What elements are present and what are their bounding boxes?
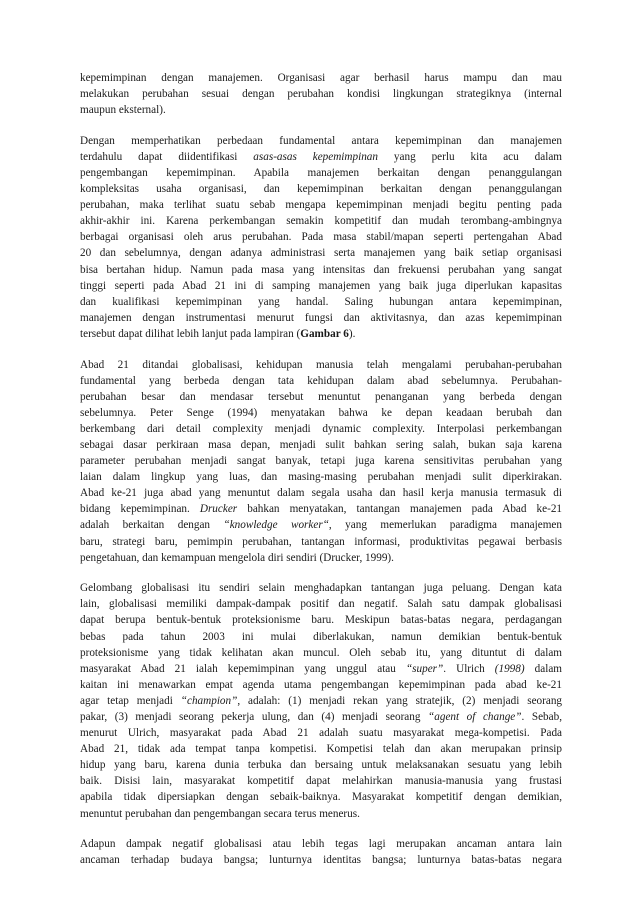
text-segment: bisa bertahan hidup. Namun pada masa yang intensitas dan frekuensi perubahan yang sangat xyxy=(80,263,562,276)
text-segment: adalah berkaitan dengan xyxy=(80,519,224,532)
text-line xyxy=(80,421,562,437)
text-segment: fundamental yang berbeda dengan tata kehidupan dalam abad sebelumnya. Perubahan- xyxy=(80,374,562,387)
text-line xyxy=(80,757,562,773)
text-segment: pengembangan kepemimpinan. Apabila manajemen berkaitan dengan penanggulangan xyxy=(80,166,562,179)
text-line xyxy=(80,229,562,245)
text-line xyxy=(80,806,562,822)
text-segment: laian dalam lingkup yang luas, dan masing-masing perubahan menjadi sulit diperkirakan. xyxy=(80,471,562,484)
text-line xyxy=(80,741,562,757)
text-line xyxy=(80,629,562,645)
paragraph xyxy=(80,357,562,566)
text-segment: proteksionisme yang tidak kelihatan akan muncul. Oleh sebab itu, yang dituntut di dalam xyxy=(80,646,562,659)
italic-text-segment: Drucker xyxy=(199,503,238,516)
text-line xyxy=(80,86,562,102)
text-segment: . Ulrich xyxy=(443,662,495,675)
text-segment: Gelombang globalisasi itu sendiri selain menghadapkan tantangan juga peluang. Dengan kata xyxy=(80,582,562,595)
text-line xyxy=(80,310,562,326)
text-segment: bebas pada tahun 2003 ini mulai diberlakukan, namun demikian bentuk-bentuk xyxy=(80,630,562,643)
text-segment: bidang kepemimpinan. xyxy=(80,503,200,516)
text-segment: 20 dan sebelumnya, dengan adanya administrasi serta manajemen yang baik setiap organisasi xyxy=(80,247,562,260)
text-segment: Abad 21, tidak ada tempat tanpa kompetisi. Kompetisi telah dan akan merupakan prinsip xyxy=(80,743,562,756)
text-line xyxy=(80,852,562,868)
text-segment: perubahan besar dan mendasar tersebut menuntut penanganan yang berbeda dengan xyxy=(80,390,562,403)
italic-text-segment: asas-asas kepemimpinan xyxy=(253,150,378,163)
text-segment: bahkan menyatakan, tantangan manajemen pada Abad ke-21 xyxy=(237,503,563,516)
text-segment: ancaman terhadap budaya bangsa; lunturnya identitas bangsa; lunturnya batas-batas negara xyxy=(80,854,562,867)
text-segment: menurut Ulrich, masyarakat pada Abad 21 adalah suatu masyarakat mega-kompetisi. Pada xyxy=(80,727,562,740)
text-segment: dalam xyxy=(524,662,562,675)
text-segment: ). xyxy=(348,327,356,340)
text-line xyxy=(80,725,562,741)
text-line xyxy=(80,580,562,596)
italic-text-segment: (1998) xyxy=(494,662,525,675)
text-line xyxy=(80,326,562,342)
text-segment: masyarakat Abad 21 ialah kepemimpinan yang unggul atau xyxy=(80,662,406,675)
text-line xyxy=(80,693,562,709)
text-line xyxy=(80,677,562,693)
text-line xyxy=(80,70,562,86)
text-segment: , adalah: (1) menjadi rekan yang stratejik, (2) menjadi seorang xyxy=(237,694,563,707)
paragraph xyxy=(80,70,562,118)
text-segment: agar tetap menjadi xyxy=(80,694,181,707)
text-segment: dapat berupa bentuk-bentuk proteksionisme baru. Meskipun batas-batas negara, perdagangan xyxy=(80,614,562,627)
text-line xyxy=(80,596,562,612)
text-line xyxy=(80,357,562,373)
text-segment: kompleksitas usaha organisasi, dan kepemimpinan berkaitan dengan penanggulangan xyxy=(80,183,562,196)
text-segment: kaitan ini menawarkan empat agenda utama pengembangan kepemimpinan pada abad ke-21 xyxy=(80,678,562,691)
text-segment: kepemimpinan dengan manajemen. Organisasi agar berhasil harus mampu dan mau xyxy=(80,72,562,84)
text-line xyxy=(80,213,562,229)
text-segment: Abad 21 ditandai globalisasi, kehidupan manusia telah mengalami perubahan-perubahan xyxy=(80,358,562,371)
text-segment: dan kualifikasi kepemimpinan yang handal. Saling hubungan antara kepemimpinan, xyxy=(80,295,562,308)
text-line xyxy=(80,485,562,501)
italic-text-segment: “super” xyxy=(405,662,444,675)
text-line xyxy=(80,278,562,294)
text-line xyxy=(80,165,562,181)
text-line xyxy=(80,709,562,725)
text-segment: Adapun dampak negatif globalisasi atau lebih tegas lagi merupakan ancaman antara lain xyxy=(80,838,562,851)
text-line xyxy=(80,501,562,517)
text-line xyxy=(80,405,562,421)
text-line xyxy=(80,773,562,789)
text-segment: sebagai dasar perkiraan masa depan, menjadi sulit bahkan sering salah, bukan saja karena xyxy=(80,438,562,451)
text-line xyxy=(80,645,562,661)
text-segment: maupun eksternal). xyxy=(80,104,166,117)
text-line xyxy=(80,612,562,628)
text-segment: menuntut perubahan dan pengembangan secara terus menerus. xyxy=(80,807,360,820)
text-segment: pakar, (3) menjadi seorang pekerja ulung, dan (4) menjadi seorang xyxy=(80,710,429,723)
text-segment: terdahulu dapat diidentifikasi xyxy=(80,150,254,163)
bold-text-segment: Gambar 6 xyxy=(300,327,349,340)
text-segment: melakukan perubahan sesuai dengan perubahan kondisi lingkungan strategiknya (internal xyxy=(80,88,562,101)
text-segment: hidup yang baru, karena dunia terbuka dan bersaing untuk melaksanakan sesuatu yang lebih xyxy=(80,759,562,772)
text-segment: yang perlu kita acu dalam xyxy=(377,150,562,163)
text-line xyxy=(80,661,562,677)
text-line xyxy=(80,550,562,566)
text-line xyxy=(80,149,562,165)
paragraph xyxy=(80,836,562,868)
italic-text-segment: “agent of change” xyxy=(428,710,522,723)
text-segment: Abad ke-21 juga abad yang menuntut dalam segala usaha dan hasil kerja manusia termasuk di xyxy=(80,487,562,500)
text-line xyxy=(80,102,562,118)
text-segment: baik. Disisi lain, masyarakat kompetitif dapat melahirkan manusia-manusia yang frustasi xyxy=(80,775,562,788)
italic-text-segment: “champion” xyxy=(180,694,238,707)
text-segment: parameter perubahan menjadi sangat banyak, tetapi juga karena sensitivitas perubahan yang xyxy=(80,455,562,468)
text-segment: Dengan memperhatikan perbedaan fundamental antara kepemimpinan dan manajemen xyxy=(80,134,562,147)
text-line xyxy=(80,373,562,389)
document-page xyxy=(80,70,562,883)
text-line xyxy=(80,469,562,485)
text-segment: apabila tidak dipersiapkan dengan sebaik-baiknya. Masyarakat kompetitif dengan demikian, xyxy=(80,791,562,804)
text-line xyxy=(80,133,562,149)
text-segment: baru, strategi baru, pemimpin perubahan, tantangan informasi, produktivitas pegawai berbasis xyxy=(80,535,562,548)
italic-text-segment: “knowledge worker“ xyxy=(223,519,329,532)
text-line xyxy=(80,836,562,852)
text-line xyxy=(80,517,562,533)
text-segment: berkembang dari detail complexity menjadi dynamic complexity. Interpolasi perkembangan xyxy=(80,422,562,435)
text-segment: . Sebab, xyxy=(521,710,563,723)
text-segment: manajemen dengan instrumentasi menurut fungsi dan aktivitasnya, dan azas kepemimpinan xyxy=(80,311,562,324)
text-segment: pengetahuan, dan kemampuan mengelola diri sendiri (Drucker, 1999). xyxy=(80,551,394,564)
paragraph xyxy=(80,133,562,342)
text-segment: lain, globalisasi memiliki dampak-dampak positif dan negatif. Salah satu dampak globalisasi xyxy=(80,598,562,611)
text-line xyxy=(80,437,562,453)
text-line xyxy=(80,294,562,310)
text-segment: akhir-akhir ini. Karena perkembangan semakin kompetitif dan mudah terombang-ambingnya xyxy=(80,215,562,228)
text-line xyxy=(80,245,562,261)
text-line xyxy=(80,181,562,197)
text-segment: , yang memerlukan paradigma manajemen xyxy=(328,519,562,532)
text-line xyxy=(80,197,562,213)
text-segment: berbagai organisasi oleh arus perubahan. Pada masa stabil/mapan seperti pertengahan Abad xyxy=(80,231,562,244)
text-line xyxy=(80,453,562,469)
paragraph xyxy=(80,580,562,821)
text-segment: tersebut dapat dilihat lebih lanjut pada lampiran ( xyxy=(80,327,301,340)
text-line xyxy=(80,389,562,405)
text-segment: tinggi seperti pada Abad 21 ini di samping manajemen yang baik juga diperlukan kapasitas xyxy=(80,279,562,292)
text-line xyxy=(80,262,562,278)
text-line xyxy=(80,534,562,550)
text-segment: perubahan, maka terlihat suatu sebab mengapa kepemimpinan menjadi begitu penting pada xyxy=(80,199,562,212)
text-line xyxy=(80,789,562,805)
text-segment: sebelumnya. Peter Senge (1994) menyatakan bahwa ke depan keadaan berubah dan xyxy=(80,406,562,419)
